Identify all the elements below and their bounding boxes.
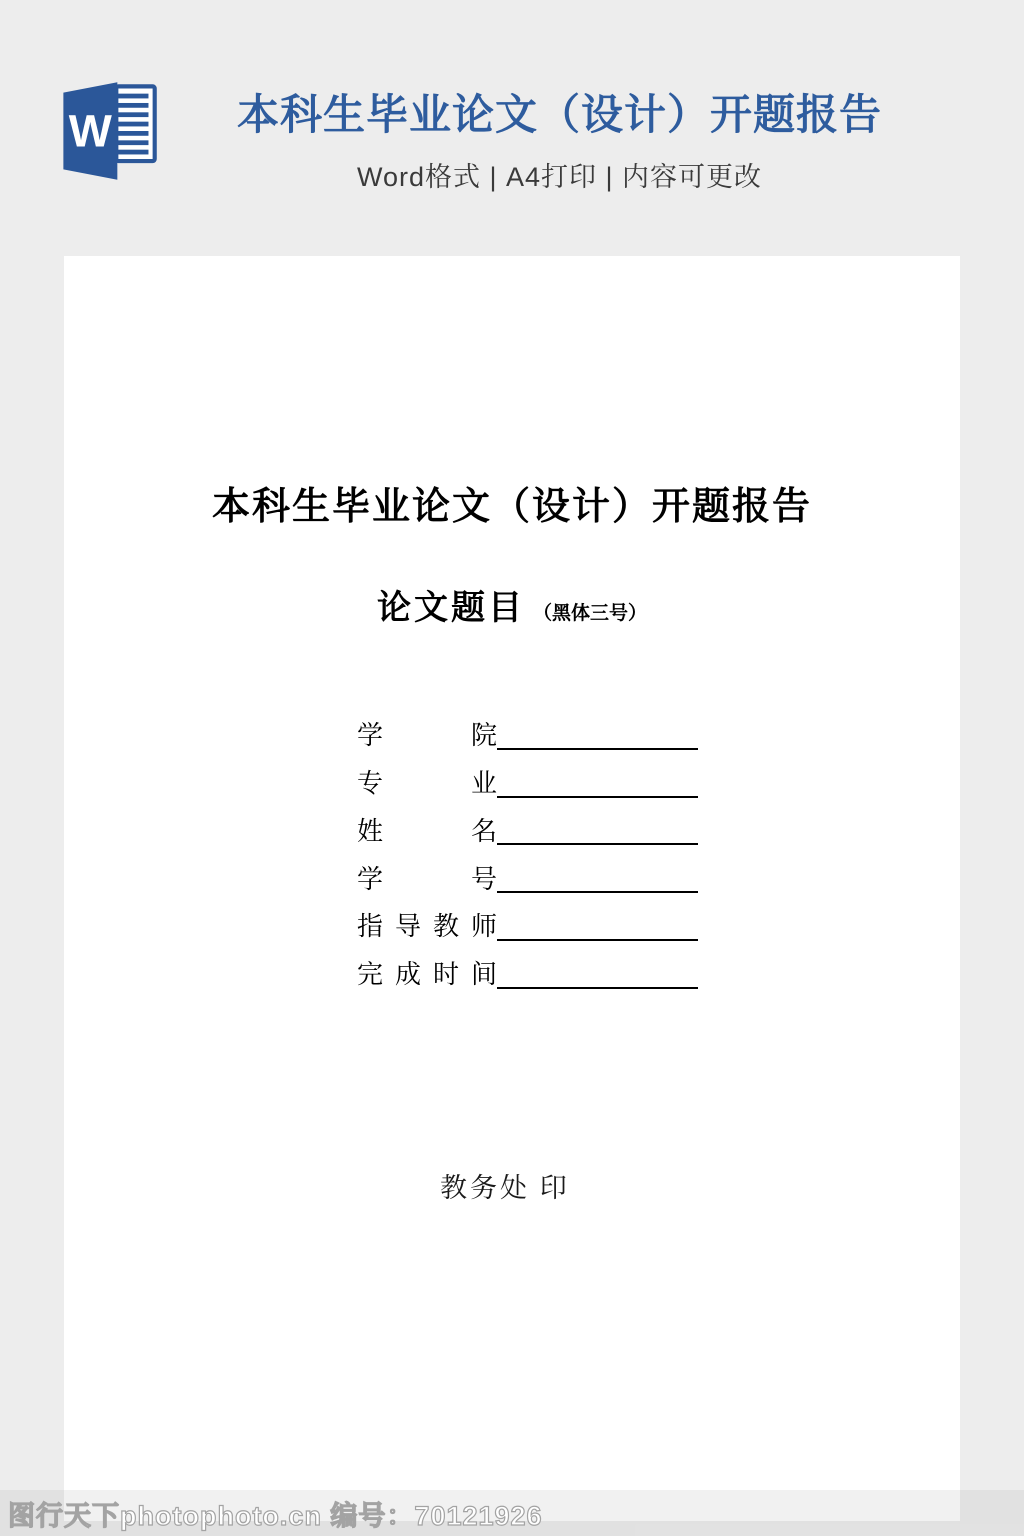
form-row-major bbox=[357, 750, 698, 798]
header bbox=[0, 0, 1024, 230]
topic-font-note: （黑体三号） bbox=[532, 603, 647, 624]
cover-form bbox=[357, 702, 698, 989]
form-label-name: 姓 名 bbox=[357, 815, 497, 846]
form-blank-completion-date bbox=[497, 941, 698, 989]
watermark-text: 图行天下photophoto.cn 编号：70121926 bbox=[8, 1501, 543, 1531]
header-subtitle: Word格式 | A4打印 | 内容可更改 bbox=[356, 162, 763, 193]
header-text bbox=[95, 90, 1024, 194]
topic-label: 论文题目 bbox=[376, 589, 525, 627]
form-blank-college bbox=[497, 702, 698, 750]
document-page bbox=[64, 256, 960, 1521]
header-title: 本科生毕业论文（设计）开题报告 bbox=[236, 91, 882, 138]
form-blank-advisor bbox=[497, 893, 698, 941]
form-blank-major bbox=[497, 750, 698, 798]
document-title: 本科生毕业论文（设计）开题报告 bbox=[211, 486, 812, 528]
registrar-stamp-text: 教务处 印 bbox=[440, 1173, 570, 1203]
form-label-advisor: 指 导 教 师 bbox=[357, 911, 497, 942]
watermark-bar bbox=[0, 1490, 1024, 1536]
topic-line bbox=[64, 580, 960, 629]
form-label-college: 学 院 bbox=[357, 720, 497, 751]
form-blank-student-id bbox=[497, 845, 698, 893]
form-label-completion-date: 完 成 时 间 bbox=[357, 959, 497, 990]
form-label-student-id: 学 号 bbox=[357, 863, 497, 894]
form-row-completion-date bbox=[357, 941, 698, 989]
form-blank-name bbox=[497, 798, 698, 846]
form-row-advisor bbox=[357, 893, 698, 941]
form-row-name bbox=[357, 798, 698, 846]
form-row-student-id bbox=[357, 845, 698, 893]
word-icon-letter: W bbox=[68, 105, 112, 157]
form-row-college bbox=[357, 702, 698, 750]
form-label-major: 专 业 bbox=[357, 768, 497, 798]
